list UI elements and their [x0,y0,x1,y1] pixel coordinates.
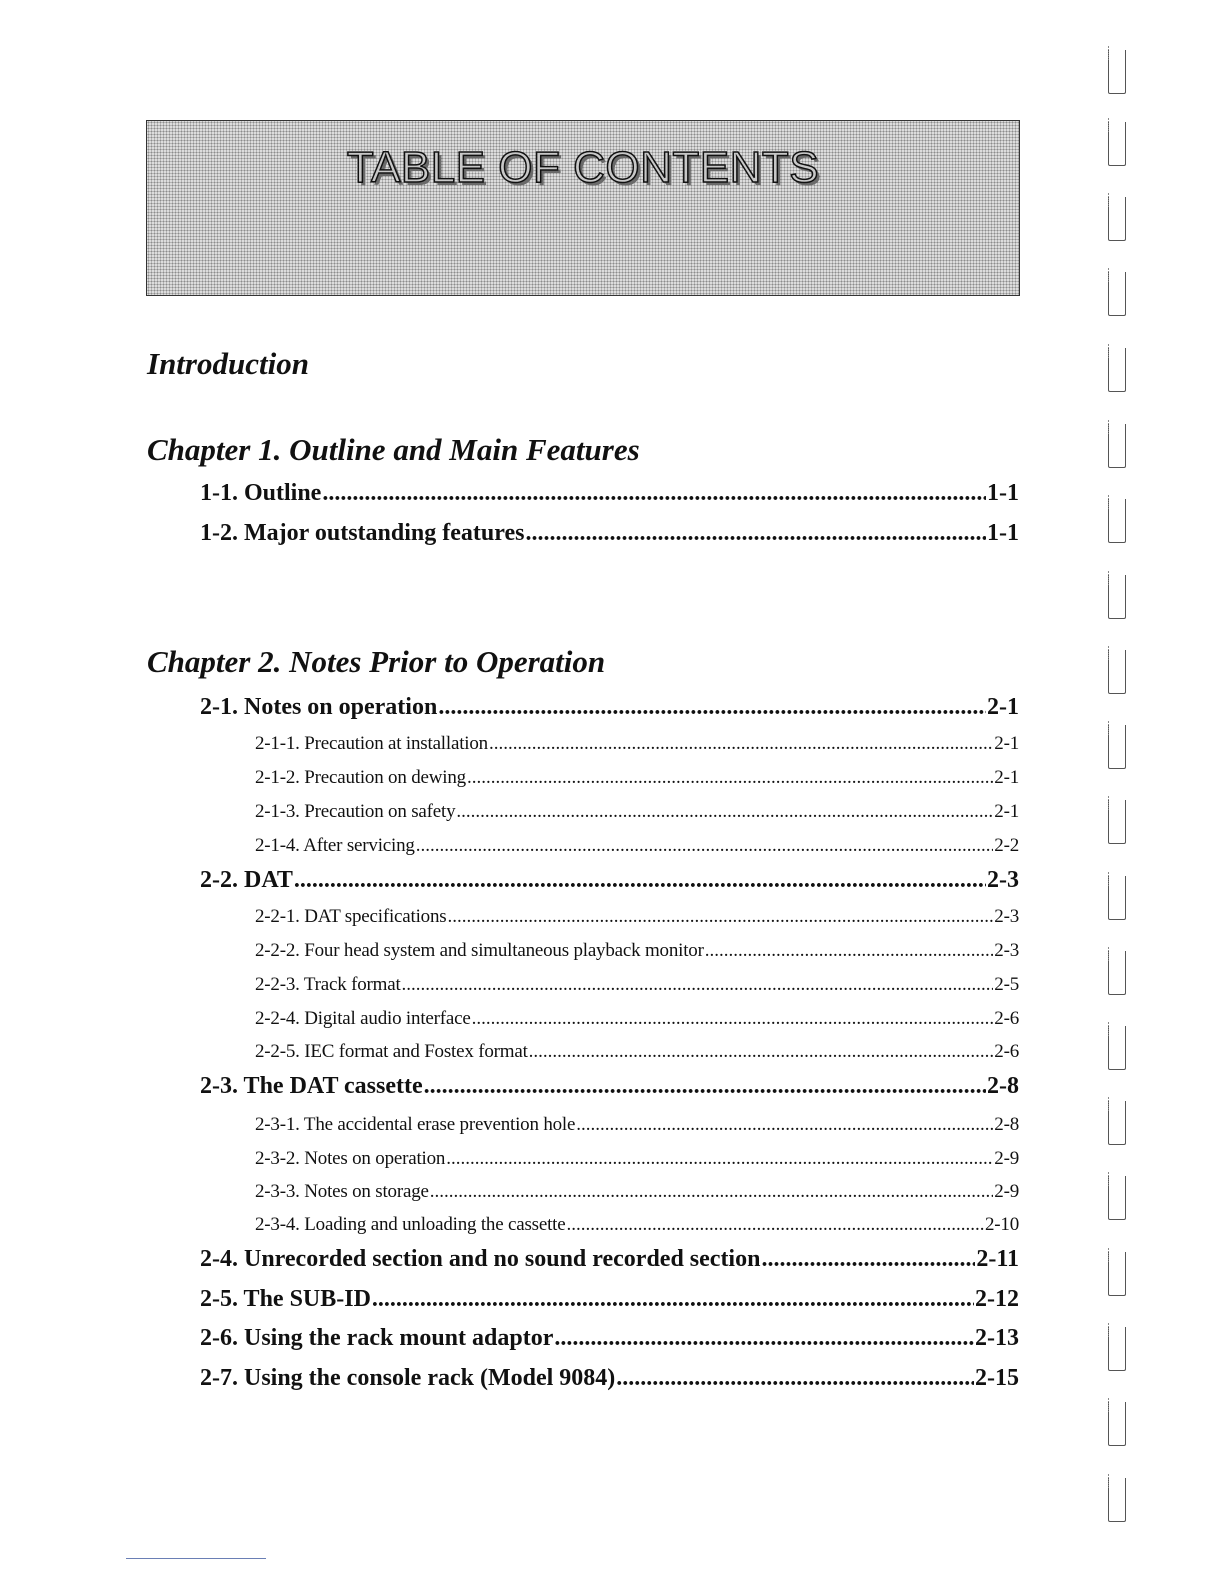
toc-entry-page: 2-13 [975,1325,1019,1351]
toc-entry-page: 2-5 [994,974,1019,995]
binder-hole [1108,1101,1126,1145]
dot-leader [456,801,993,823]
toc-entry-page: 2-11 [976,1246,1019,1272]
toc-entry-1-1[interactable] [200,480,1019,507]
toc-entry-page: 2-3 [994,906,1019,927]
toc-entry-page: 2-1 [994,733,1019,754]
toc-entry-2-1-3[interactable] [255,801,1019,823]
toc-entry-page: 1-1 [987,520,1019,546]
dot-leader [438,694,986,721]
toc-entry-2-2[interactable] [200,867,1019,894]
dot-leader [705,940,994,962]
toc-entry-page: 2-1 [987,694,1019,720]
toc-entry-2-3[interactable] [200,1073,1019,1100]
dot-leader [416,835,994,857]
toc-entry-page: 2-8 [987,1073,1019,1099]
dot-leader [446,1148,993,1170]
toc-entry-2-2-3[interactable] [255,974,1019,996]
toc-entry-label: 2-7. Using the console rack (Model 9084) [200,1365,616,1391]
binder-hole [1108,348,1126,392]
toc-entry-label: 2-1-3. Precaution on safety [255,801,456,822]
toc-entry-label: 2-5. The SUB-ID [200,1286,371,1312]
toc-entry-page: 2-2 [994,835,1019,856]
toc-entry-label: 2-1-4. After servicing [255,835,415,856]
toc-entry-2-3-1[interactable] [255,1114,1019,1136]
toc-entry-label: 1-2. Major outstanding features [200,520,525,546]
binder-hole [1108,1478,1126,1522]
binder-hole [1108,951,1126,995]
toc-entry-label: 2-2-2. Four head system and simultaneous playback monitor [255,940,704,961]
toc-entry-label: 2-2-1. DAT specifications [255,906,447,927]
toc-entry-page: 2-8 [994,1114,1019,1135]
toc-entry-2-5[interactable] [200,1286,1019,1313]
toc-entry-label: 2-1-1. Precaution at installation [255,733,488,754]
toc-banner [146,120,1020,296]
toc-entry-2-3-3[interactable] [255,1181,1019,1203]
binder-hole [1108,1252,1126,1296]
toc-entry-label: 2-3-3. Notes on storage [255,1181,429,1202]
toc-entry-label: 2-2-5. IEC format and Fostex format [255,1041,528,1062]
binder-hole [1108,800,1126,844]
toc-entry-page: 2-1 [994,767,1019,788]
chapter-2-heading: Chapter 2. Notes Prior to Operation [147,644,606,679]
toc-entry-2-2-4[interactable] [255,1008,1019,1030]
toc-entry-2-2-1[interactable] [255,906,1019,928]
dot-leader [424,1073,986,1100]
toc-entry-2-4[interactable] [200,1246,1019,1273]
dot-leader [294,867,986,894]
toc-entry-page: 2-9 [994,1181,1019,1202]
toc-entry-2-1-1[interactable] [255,733,1019,755]
toc-entry-label: 2-2-3. Track format [255,974,401,995]
dot-leader [402,974,994,996]
toc-entry-2-6[interactable] [200,1325,1019,1352]
binder-hole [1108,725,1126,769]
dot-leader [616,1365,974,1392]
binder-hole [1108,424,1126,468]
binder-hole [1108,1026,1126,1070]
binder-hole [1108,575,1126,619]
dot-leader [322,480,986,507]
toc-entry-1-2[interactable] [200,520,1019,547]
binder-hole [1108,499,1126,543]
binder-hole [1108,1402,1126,1446]
toc-entry-page: 1-1 [987,480,1019,506]
toc-entry-page: 2-15 [975,1365,1019,1391]
toc-entry-page: 2-1 [994,801,1019,822]
toc-entry-2-3-4[interactable] [255,1214,1019,1236]
toc-entry-page: 2-3 [987,867,1019,893]
toc-entry-label: 2-1. Notes on operation [200,694,438,720]
toc-entry-2-1[interactable] [200,694,1019,721]
toc-entry-label: 2-3-2. Notes on operation [255,1148,446,1169]
dot-leader [576,1114,993,1136]
binder-hole [1108,1327,1126,1371]
toc-entry-2-7[interactable] [200,1365,1019,1392]
toc-entry-label: 2-1-2. Precaution on dewing [255,767,466,788]
footer-rule [126,1558,266,1559]
binder-hole [1108,122,1126,166]
binder-hole [1108,197,1126,241]
binder-hole [1108,50,1126,94]
dot-leader [489,733,993,755]
toc-entry-page: 2-6 [994,1008,1019,1029]
dot-leader [529,1041,994,1063]
toc-entry-label: 2-6. Using the rack mount adaptor [200,1325,554,1351]
toc-entry-2-3-2[interactable] [255,1148,1019,1170]
toc-entry-page: 2-9 [994,1148,1019,1169]
dot-leader [554,1325,974,1352]
toc-entry-2-2-2[interactable] [255,940,1019,962]
toc-entry-2-1-2[interactable] [255,767,1019,789]
toc-entry-label: 2-3-1. The accidental erase prevention hole [255,1114,576,1135]
toc-entry-label: 2-2-4. Digital audio interface [255,1008,471,1029]
dot-leader [472,1008,994,1030]
binder-hole [1108,876,1126,920]
dot-leader [430,1181,994,1203]
dot-leader [567,1214,984,1236]
toc-entry-label: 2-4. Unrecorded section and no sound recorded section [200,1246,761,1272]
dot-leader [467,767,993,789]
toc-entry-label: 1-1. Outline [200,480,322,506]
binder-hole [1108,272,1126,316]
toc-entry-page: 2-10 [984,1214,1019,1235]
toc-entry-2-1-4[interactable] [255,835,1019,857]
introduction-heading: Introduction [147,346,309,381]
toc-entry-page: 2-12 [975,1286,1019,1312]
page-title: TABLE OF CONTENTS [346,143,820,192]
chapter-1-heading: Chapter 1. Outline and Main Features [147,432,640,467]
toc-entry-2-2-5[interactable] [255,1041,1019,1063]
toc-entry-label: 2-3-4. Loading and unloading the cassette [255,1214,566,1235]
toc-entry-label: 2-3. The DAT cassette [200,1073,423,1099]
dot-leader [525,520,986,547]
binder-hole [1108,650,1126,694]
toc-entry-label: 2-2. DAT [200,867,293,893]
dot-leader [372,1286,974,1313]
toc-entry-page: 2-3 [994,940,1019,961]
toc-entry-page: 2-6 [994,1041,1019,1062]
dot-leader [447,906,993,928]
dot-leader [761,1246,975,1273]
binder-hole [1108,1176,1126,1220]
